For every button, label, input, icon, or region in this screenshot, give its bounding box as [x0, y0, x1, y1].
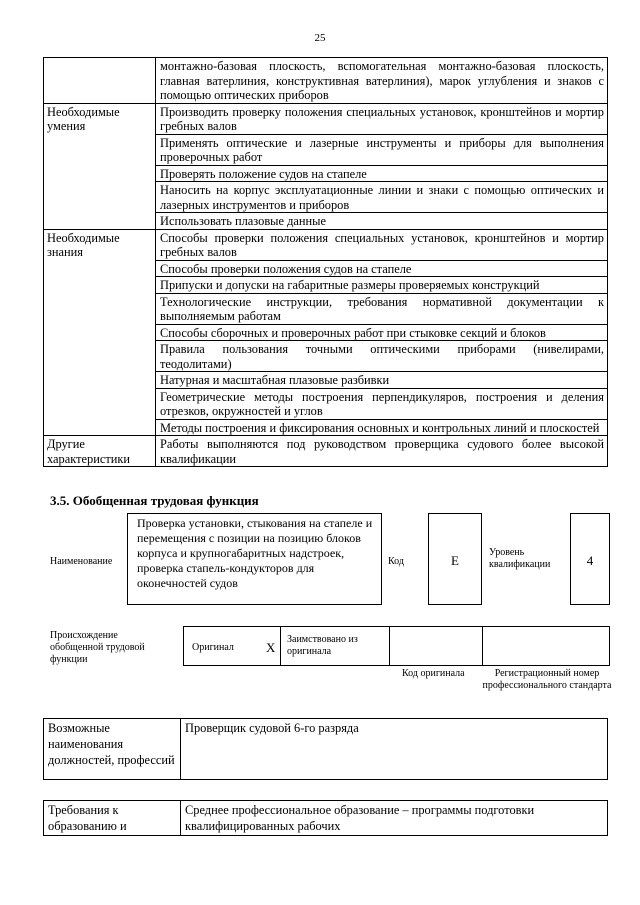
row-item: Использовать плазовые данные — [156, 213, 608, 230]
competency-table — [43, 57, 608, 467]
level-value: 4 — [586, 553, 594, 568]
table-row — [44, 229, 608, 260]
row-item: Технологические инструкции, требования нормативной документации к выполняемым работам — [156, 293, 608, 324]
row-item: Припуски и допуски на габаритные размеры проверяемых конструкций — [156, 277, 608, 294]
reg-number-caption: Регистрационный номер профессионального стандарта — [482, 668, 612, 691]
table-row — [44, 58, 608, 104]
level-box — [570, 513, 610, 605]
level-label: Уровень квалификации — [489, 547, 551, 570]
row-item: монтажно-базовая плоскость, вспомогательная монтажно-базовая плоскость, главная ватерлиния, конструктивная ватерлиния), марок углубления и знаков с помощью оптических приборов — [156, 58, 608, 104]
origin-table — [183, 626, 610, 666]
row-item: Проверять положение судов на стапеле — [156, 165, 608, 182]
name-value: Проверка установки, стыкования на стапеле и перемещения с позиции на позицию блоков корпуса и крупногабаритных надстроек, проверка стапель-кондукторов для оконечностей судов — [137, 516, 373, 590]
name-label: Наименование — [50, 556, 113, 567]
original-label: Оригинал — [192, 642, 234, 653]
education-value: Среднее профессиональное образование – программы подготовки квалифицированных рабочих — [181, 801, 608, 836]
positions-table — [43, 718, 608, 780]
row-item: Способы проверки положения специальных установок, кронштейнов и мортир гребных валов — [156, 229, 608, 260]
row-label — [44, 58, 156, 104]
row-label: Другие характеристики — [44, 436, 156, 467]
borrowed-label: Заимствовано из оригинала — [287, 634, 358, 657]
education-label: Требования к образованию и — [44, 801, 181, 836]
row-item: Натурная и масштабная плазовые разбивки — [156, 372, 608, 389]
code-label: Код — [388, 556, 404, 567]
row-item: Работы выполняются под руководством проверщика судового более высокой квалификации — [156, 436, 608, 467]
code-box — [428, 513, 482, 605]
row-item: Правила пользования точными оптическими приборами (нивелирами, теодолитами) — [156, 341, 608, 372]
table-row — [44, 103, 608, 134]
code-value: E — [451, 553, 459, 568]
origin-label: Происхождение обобщенной трудовой функции — [50, 630, 145, 665]
code-original-caption: Код оригинала — [402, 668, 465, 679]
row-item: Применять оптические и лазерные инструменты и приборы для выполнения проверочных работ — [156, 134, 608, 165]
row-label: Необходимые знания — [44, 229, 156, 436]
positions-value: Проверщик судовой 6-го разряда — [181, 719, 608, 780]
name-value-box — [127, 513, 382, 605]
row-item: Способы сборочных и проверочных работ при стыковке секций и блоков — [156, 324, 608, 341]
row-item: Методы построения и фиксирования основных и контрольных линий и плоскостей — [156, 419, 608, 436]
row-item: Наносить на корпус эксплуатационные линии и знаки с помощью оптических и лазерных инструментов и приборов — [156, 182, 608, 213]
education-table — [43, 800, 608, 836]
original-mark: X — [266, 640, 276, 655]
row-item: Производить проверку положения специальных установок, кронштейнов и мортир гребных валов — [156, 103, 608, 134]
table-row — [44, 436, 608, 467]
row-label: Необходимые умения — [44, 103, 156, 229]
row-item: Способы проверки положения судов на стапеле — [156, 260, 608, 277]
row-item: Геометрические методы построения перпендикуляров, построения и деления отрезков, окружностей и углов — [156, 388, 608, 419]
page-number: 25 — [314, 32, 326, 44]
positions-label: Возможные наименования должностей, профессий — [44, 719, 181, 780]
section-heading: 3.5. Обобщенная трудовая функция — [50, 493, 259, 508]
